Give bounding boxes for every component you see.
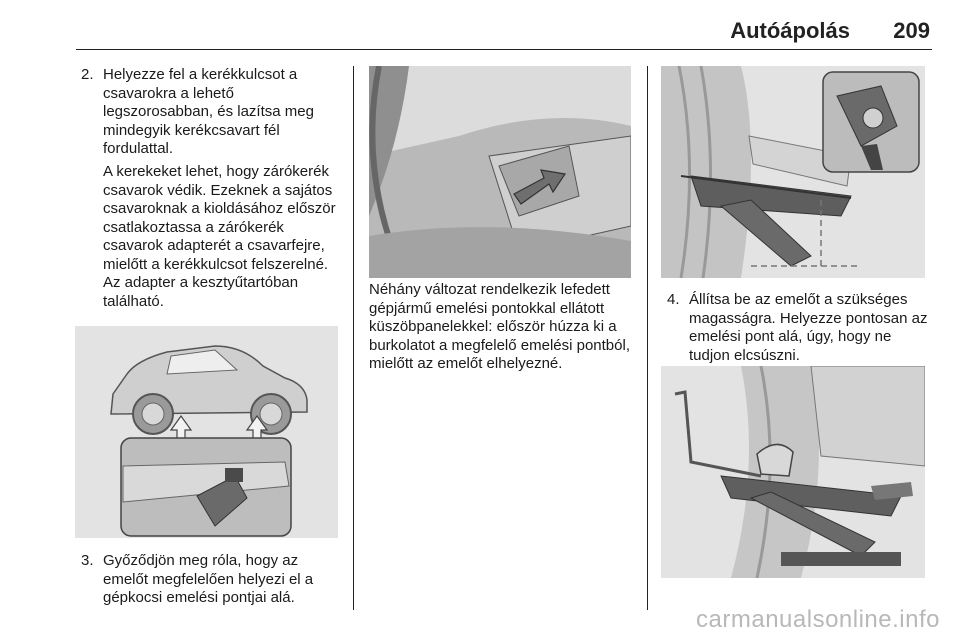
step-number: 4. [667,291,680,308]
page-header-title: Autóápolás [730,18,850,43]
figure-jack-positioned [661,366,925,578]
step-text: Állítsa be az emelőt a szükséges magasságra. Helyezze pontosan az emelési pont alá, úgy, hogy ne tudjon elcsúszni. [689,291,928,364]
column-divider-1 [353,66,354,610]
column-divider-2 [647,66,648,610]
sill-panel-paragraph: Néhány változat rendelkezik lefedett gépjármű emelési pontokkal ellátott küszöbpanelekkel: először húzza ki a burkolatot a megfelelő emelési pontból, mielőtt az emelőt elhelyezné. [369,281,630,372]
step-number: 2. [81,66,94,83]
figure-jack-crank [661,66,925,278]
figure-car-lift-points [75,326,338,538]
lock-bolt-paragraph: A kerekeket lehet, hogy zárókerék csavarok védik. Ezeknek a sajátos csavaroknak a kioldásához először csatlakoztassa a zárókerék csavarok adapterét a csavarfejre, mielőtt a kerékkulcsot felszerelné. Az adapter a kesztyűtartóban található. [103,163,336,310]
watermark: carmanualsonline.info [696,606,940,633]
step-text: Helyezze fel a kerékkulcsot a csavarokra a lehető legszorosabban, és lazítsa meg mindegyik kerékcsavart fél fordulattal. [103,66,314,157]
step-2 [81,66,343,159]
step-3 [81,552,343,608]
figure-sill-panel-cover [369,66,631,278]
header-rule [76,49,932,50]
page-number: 209 [893,18,930,43]
step-number: 3. [81,552,94,569]
step-text: Győződjön meg róla, hogy az emelőt megfelelően helyezi el a gépkocsi emelési pontjai alá. [103,552,314,606]
step-4 [667,291,929,365]
